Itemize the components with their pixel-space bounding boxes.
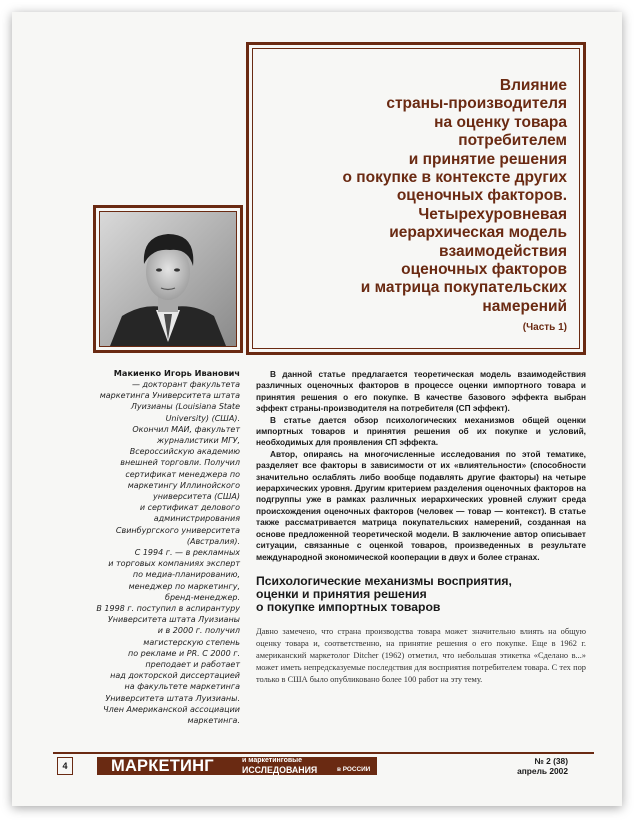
title-box-inner (252, 48, 580, 349)
abstract-paragraph: В данной статье предлагается теоретическая модель взаимодействия различных оценочных факторов в процессе оценки импортного товара и принятия решения о его покупке. В качестве базового эффекта выбран эффект страны-производителя на потребителя (СП эффект). (256, 369, 586, 414)
issue-info (517, 756, 568, 776)
page-number: 4 (57, 757, 73, 775)
author-sidebar (76, 368, 240, 726)
logo-line-2: ИССЛЕДОВАНИЯ (242, 765, 318, 775)
author-name: Макиенко Игорь Иванович (113, 368, 240, 378)
page-footer (53, 752, 594, 778)
logo-main-text: МАРКЕТИНГ (111, 757, 214, 775)
issue-number: № 2 (38) (534, 756, 568, 766)
author-photo-icon (99, 211, 237, 347)
magazine-page (12, 12, 622, 806)
author-bio: — докторант факультета маркетинга Университета штата Луизианы (Louisiana State University) (США). Окончил МАИ, факультет журналистики МГУ, Всероссийскую академию внешней торговли. Получил сертификат менеджера по маркетингу Иллинойского университета (США) и сертификат делового администрирования Свинбургского университета (Австралия). С 1994 г. — в рекламных и торговых компаниях эксперт по медиа-планированию, менеджер по маркетингу, бренд-менеджер. В 1998 г. поступил в аспирантуру Университета штата Луизианы и в 2000 г. получил магистерскую степень по рекламе и PR. С 2000 г. преподает и работает над докторской диссертацией на факультете маркетинга Университета штата Луизианы. Член Американской ассоциации маркетинга. (96, 380, 240, 726)
section-heading: Психологические механизмы восприятия, оценки и принятия решения о покупке импортных товаров (256, 573, 512, 614)
abstract (256, 369, 586, 563)
abstract-paragraph: Автор, опираясь на многочисленные исследования по этой тематике, разделяет все факторы в зависимости от их «влиятельности» (способности значительно ослаблять либо вообще подавлять другие факторы) на четыре иерархических уровня. Другим критерием разделения оценочных факторов на подгруппы уже в рамках различных иерархических уровней служит среда происхождения оценочных факторов (человек — товар — контекст). В статье также рассматривается матрица покупательских намерений, созданная на основе предложенной теоретической модели. В заключение автор описывает ситуации, связанные с оценкой товаров, произведенных в результате международной экономической кооперации в двух и более странах. (256, 448, 586, 562)
abstract-paragraph: В статье дается обзор психологических механизмов общей оценки импортных товаров и принятия решения об их покупке и условий, необходимых для проявления СП эффекта. (256, 414, 586, 448)
body-paragraph: Давно замечено, что страна производства товара может значительно влиять на общую оценку товара и, соответственно, на принятие решения о его покупке. Еще в 1962 г. американский маркетолог Ditcher (1962) отметил, что небольшая этикетка «Сделано в...» может иметь непредсказуемые последствия для восприятия потребителем товара. С тех пор только в США было опубликовано более 100 работ на эту тему. (256, 626, 586, 685)
author-portrait (93, 205, 243, 353)
footer-divider (53, 752, 594, 754)
article-part: (Часть 1) (522, 322, 567, 334)
issue-date: апрель 2002 (517, 766, 568, 776)
journal-logo (97, 757, 377, 775)
title-box (246, 42, 586, 355)
logo-line-3: в РОССИИ (337, 766, 371, 773)
logo-line-1: и маркетинговые (242, 757, 303, 764)
article-title: Влияние страны-производителя на оценку товара потребителем и принятие решения о покупке в контексте других оценочных факторов. Четырехуровневая иерархическая модель взаимодействия оценочных факторов и матрица покупательских намерений (342, 77, 567, 315)
main-column (256, 369, 586, 686)
